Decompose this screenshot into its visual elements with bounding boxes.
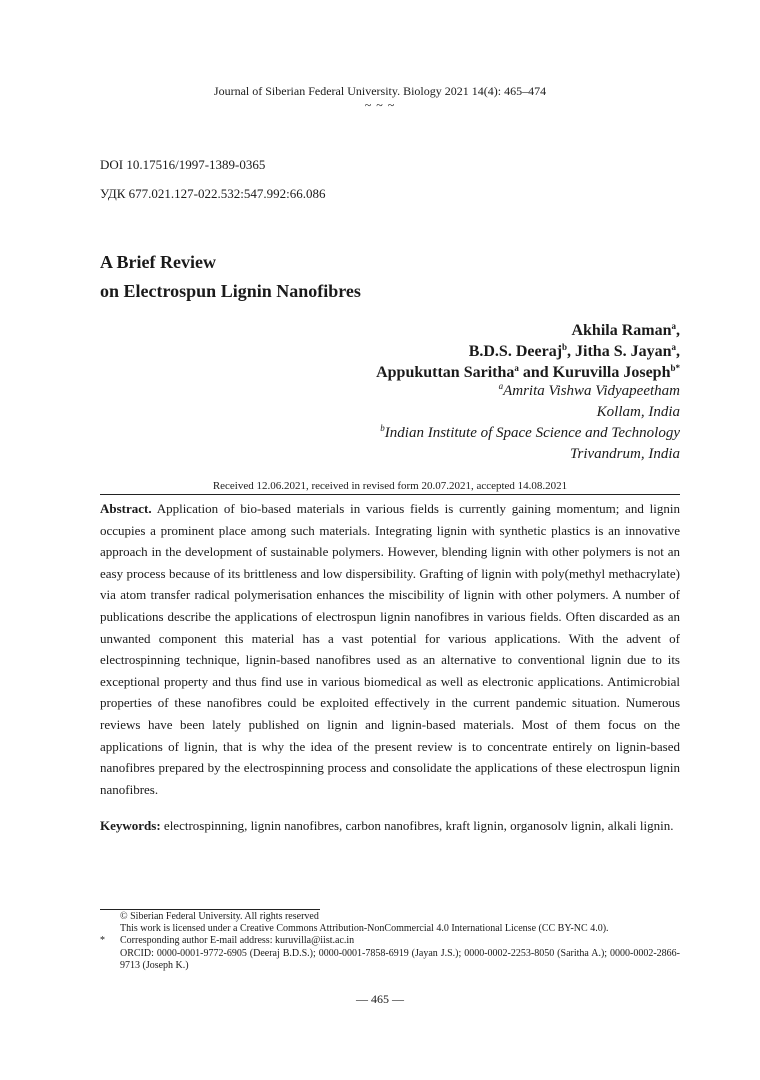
- journal-header: Journal of Siberian Federal University. Biology 2021 14(4): 465–474: [213, 84, 547, 98]
- asterisk-mark: *: [100, 935, 105, 947]
- author-name: Kuruvilla Joseph: [552, 364, 671, 381]
- page-number: — 465 —: [356, 992, 404, 1006]
- udk-code: УДК 677.021.127-022.532:547.992:66.086: [100, 186, 326, 201]
- title-line-2: on Electrospun Lignin Nanofibres: [100, 281, 361, 301]
- author-name: Jitha S. Jayan: [575, 343, 672, 360]
- affiliations: [380, 381, 680, 465]
- author-affiliation-mark: b: [562, 342, 568, 352]
- affiliation-mark: a: [498, 381, 504, 391]
- divider: [100, 494, 680, 495]
- affiliation-place: Trivandrum, India: [569, 446, 680, 462]
- copyright-note: © Siberian Federal University. All rights reserved: [120, 911, 319, 922]
- keywords: [100, 815, 680, 837]
- keywords-text: electrospinning, lignin nanofibres, carbon nanofibres, kraft lignin, organosolv lignin, alkali lignin.: [163, 818, 674, 833]
- author-separator: ,: [676, 343, 680, 360]
- abstract-label: Abstract.: [100, 501, 152, 516]
- author-separator: ,: [676, 322, 680, 339]
- abstract: [100, 498, 680, 800]
- affiliation-name: Indian Institute of Space Science and Technology: [384, 425, 680, 441]
- footnotes: [100, 911, 680, 972]
- received-dates: Received 12.06.2021, received in revised form 20.07.2021, accepted 14.08.2021: [212, 480, 568, 492]
- footnote-divider: [100, 909, 320, 910]
- title-line-1: A Brief Review: [100, 252, 216, 272]
- license-note: This work is licensed under a Creative Commons Attribution-NonCommercial 4.0 International License (CC BY-NC 4.0).: [120, 923, 609, 935]
- article-title: [100, 248, 361, 306]
- affiliation-mark: b: [380, 423, 385, 433]
- author-affiliation-mark: a: [671, 342, 676, 352]
- affiliation-place: Kollam, India: [596, 404, 680, 420]
- corresponding-author-note: Corresponding author E-mail address: kuruvilla@iist.ac.in: [120, 935, 355, 947]
- author-name: Akhila Raman: [571, 322, 672, 339]
- author-affiliation-mark: a: [514, 363, 519, 373]
- author-separator: and: [518, 364, 553, 381]
- author-name: Appukuttan Saritha: [376, 364, 515, 381]
- keywords-label: Keywords:: [100, 818, 161, 833]
- header-separator: ~ ~ ~: [364, 98, 396, 112]
- affiliation-name: Amrita Vishwa Vidyapeetham: [503, 383, 680, 399]
- author-name: B.D.S. Deeraj: [468, 343, 563, 360]
- author-affiliation-mark: a: [671, 321, 676, 331]
- author-affiliation-mark: b*: [670, 363, 680, 373]
- abstract-text: Application of bio-based materials in various fields is currently gaining momentum; and lignin occupies a prominent place among such materials. Integrating lignin with synthetic plastics is an innovative approach in the development of sustainable polymers. However, blending lignin with other polymers is not an easy process because of its brittleness and low dispersibility. Grafting of lignin with poly(methyl methacrylate) via atom transfer radical polymerisation enhances the miscibility of lignin with other polymers. A number of publications describe the applications of electrospun lignin nanofibres in various fields. Often discarded as an unwanted component this material has a vast potential for various applications. With the advent of electrospinning technique, lignin-based nanofibres used as an alternative to conventional lignin due to its exceptional property and thus find use in various biomedical as well as electronic applications. Antimicrobial properties of these nanofibres could be exploited effectively in the current pandemic situation. Numerous reviews have been lately published on lignin and lignin-based materials. Most of them focus on the applications of lignin, that is why the idea of the present review is to concentrate entirely on lignin-based nanofibres prepared by the electrospinning process and consolidate the applications of these electrospun lignin nanofibres.: [100, 501, 680, 797]
- author-separator: ,: [567, 343, 576, 360]
- orcid-note: ORCID: 0000-0001-9772-6905 (Deeraj B.D.S.); 0000-0001-7858-6919 (Jayan J.S.); 0000-0002-2253-8050 (Saritha A.); 0000-0002-2866-9713 (Joseph K.): [120, 947, 680, 971]
- doi: DOI 10.17516/1997-1389-0365: [100, 157, 266, 172]
- author-list: [376, 320, 680, 383]
